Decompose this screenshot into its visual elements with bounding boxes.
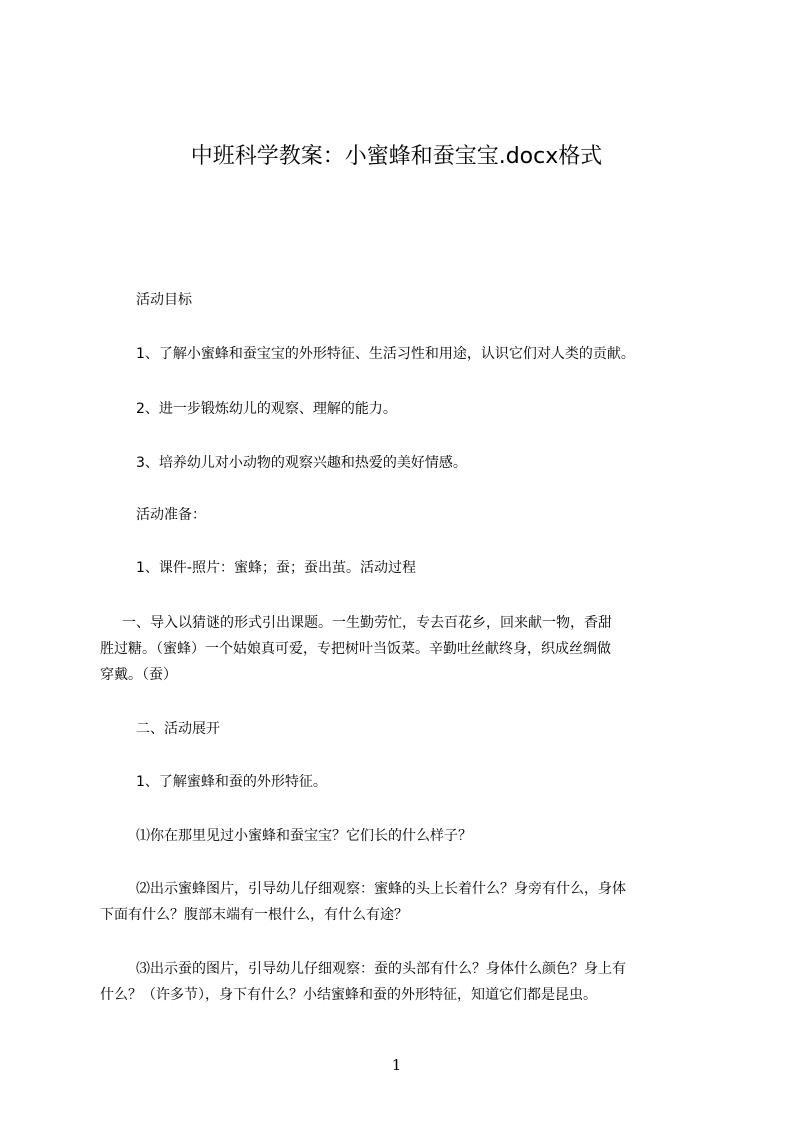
paragraph-question-1: ⑴你在那里见过小蜜蜂和蚕宝宝？它们长的什么样子？ [136, 828, 472, 844]
section-heading-preparation: 活动准备： [136, 507, 206, 523]
paragraph-goal-3: 3、培养幼儿对小动物的观察兴趣和热爱的美好情感。 [136, 455, 467, 471]
document-title: 中班科学教案：小蜜蜂和蚕宝宝.docx格式 [190, 144, 603, 169]
page-number: 1 [391, 1056, 402, 1074]
section-heading-goals: 活动目标 [136, 292, 192, 308]
paragraph-intro-line-1: 一、导入以猜谜的形式引出课题。一生勤劳忙，专去百花乡，回来献一物，香甜 [122, 615, 612, 631]
paragraph-intro-line-3: 穿戴。（蚕） [100, 667, 177, 683]
paragraph-question-2-line-1: ⑵出示蜜蜂图片，引导幼儿仔细观察：蜜蜂的头上长着什么？身旁有什么，身体 [136, 881, 626, 897]
section-heading-activity: 二、活动展开 [136, 721, 220, 737]
paragraph-goal-2: 2、进一步锻炼幼儿的观察、理解的能力。 [136, 401, 397, 417]
paragraph-preparation-1: 1、课件-照片：蜜蜂；蚕；蚕出茧。活动过程 [136, 560, 416, 576]
paragraph-question-2-line-2: 下面有什么？腹部末端有一根什么，有什么有途？ [100, 907, 408, 923]
paragraph-intro-line-2: 胜过糖。（蜜蜂）一个姑娘真可爱，专把树叶当饭菜。辛勤吐丝献终身，织成丝绸做 [100, 641, 611, 657]
paragraph-question-3-line-2: 什么？（许多节），身下有什么？小结蜜蜂和蚕的外形特征，知道它们都是昆虫。 [100, 987, 597, 1003]
paragraph-goal-1: 1、了解小蜜蜂和蚕宝宝的外形特征、生活习性和用途，认识它们对人类的贡献。 [136, 346, 635, 362]
paragraph-activity-1: 1、了解蜜蜂和蚕的外形特征。 [136, 774, 327, 790]
paragraph-question-3-line-1: ⑶出示蚕的图片，引导幼儿仔细观察：蚕的头部有什么？身体什么颜色？身上有 [136, 961, 626, 977]
